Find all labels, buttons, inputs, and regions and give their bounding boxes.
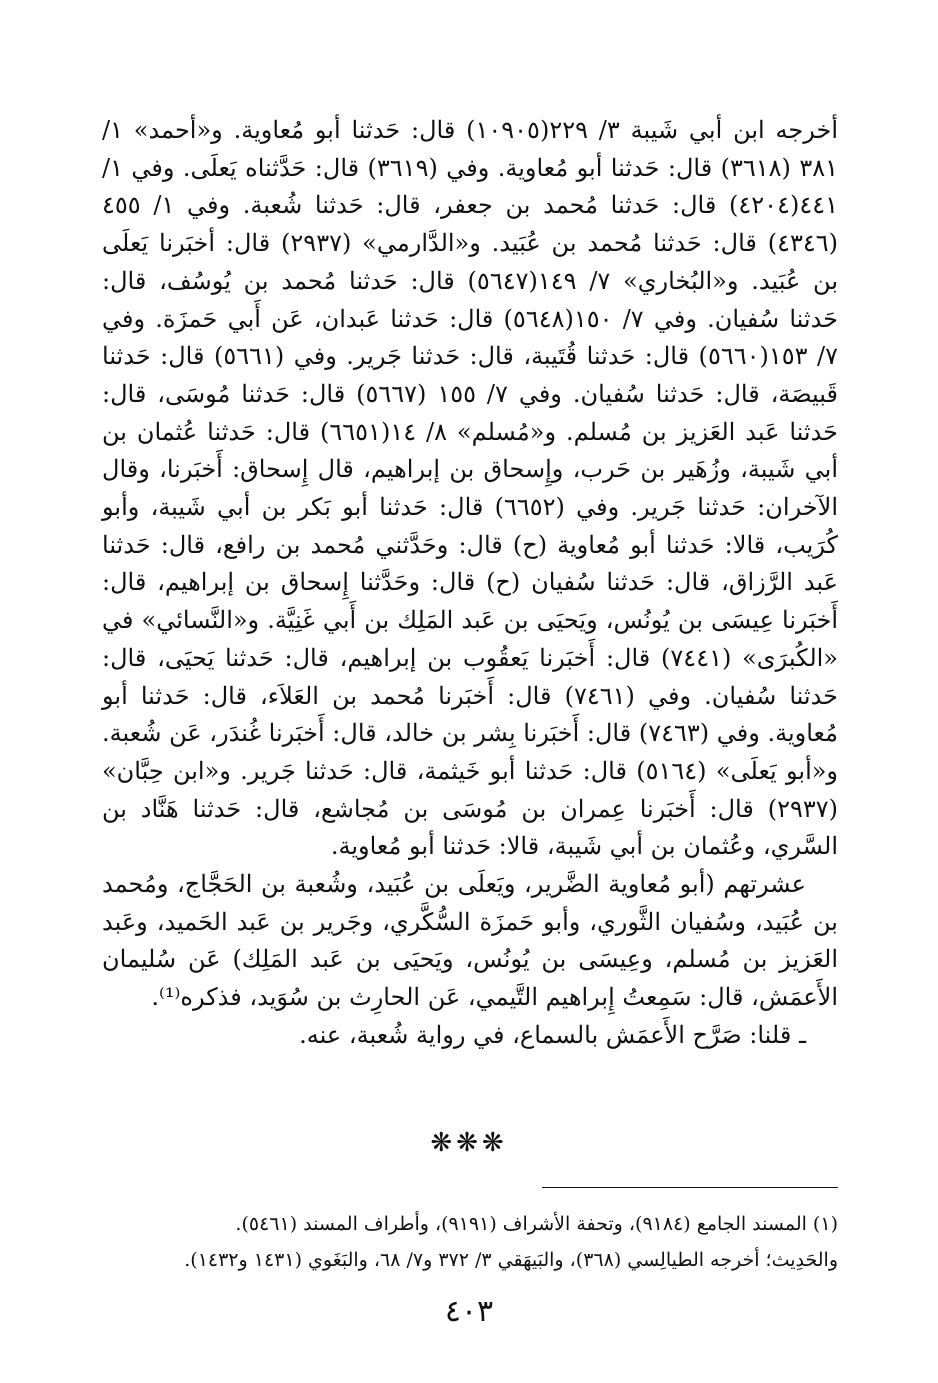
main-text	[102, 112, 838, 1055]
footnote-item: (١) المسند الجامع (٩١٨٤)، وتحفة الأشراف (٩١٩١)، وأطراف المسند (٥٤٦١).	[235, 1213, 838, 1235]
footnote-divider	[542, 1187, 838, 1188]
editor-note-paragraph: ـ قلنا: صَرَّح الأَعمَش بالسماع، في رواية شُعبة، عنه.	[299, 1020, 806, 1049]
footnotes	[102, 1206, 838, 1278]
hadith-takhrij-paragraph: أخرجه ابن أبي شَيبة ٣/ ٢٢٩(١٠٩٠٥) قال: حَدثنا أبو مُعاوية. و«أحمد» ١/ ٣٨١ (٣٦١٨) قال: حَدثنا أبو مُعاوية. وفي (٣٦١٩) قال: حَدَّثناه يَعلَى. وفي ١/ ٤٤١(٤٢٠٤) قال: حَدثنا مُحمد بن جعفر، قال: حَدثنا شُعبة. وفي ١/ ٤٥٥ (٤٣٤٦) قال: حَدثنا مُحمد بن عُبَيد. و«الدَّارمي» (٢٩٣٧) قال: أخبَرنا يَعلَى بن عُبَيد. و«البُخاري» ٧/ ١٤٩(٥٦٤٧) قال: حَدثنا مُحمد بن يُوسُف، قال: حَدثنا سُفيان. وفي ٧/ ١٥٠(٥٦٤٨) قال: حَدثنا عَبدان، عَن أَبي حَمزَة. وفي ٧/ ١٥٣(٥٦٦٠) قال: حَدثنا قُتَيبة، قال: حَدثنا جَرير. وفي (٥٦٦١) قال: حَدثنا قَبيصَة، قال: حَدثنا سُفيان. وفي ٧/ ١٥٥ (٥٦٦٧) قال: حَدثنا مُوسَى، قال: حَدثنا عَبد العَزيز بن مُسلم. و«مُسلم» ٨/ ١٤(٦٦٥١) قال: حَدثنا عُثمان بن أبي شَيبة، وزُهَير بن حَرب، وإِسحاق بن إبراهيم، قال إِسحاق: أَخبَرنا، وقال الآخران: حَدثنا جَرير. وفي (٦٦٥٢) قال: حَدثنا أبو بَكر بن أبي شَيبة، وأبو كُرَيب، قالا: حَدثنا أبو مُعاوية (ح) قال: وحَدَّثني مُحمد بن رافع، قال: حَدثنا عَبد الرَّزاق، قال: حَدثنا سُفيان (ح) قال: وحَدَّثنا إِسحاق بن إبراهيم، قال: أَخبَرنا عِيسَى بن يُونُس، ويَحيَى بن عَبد المَلِك بن أَبي غَنِيَّة. و«النَّسائي» في «الكُبرَى» (٧٤٤١) قال: أَخبَرنا يَعقُوب بن إبراهيم، قال: حَدثنا يَحيَى، قال: حَدثنا سُفيان. وفي (٧٤٦١) قال: أَخبَرنا مُحمد بن العَلاَء، قال: حَدثنا أبو مُعاوية. وفي (٧٤٦٣) قال: أَخبَرنا بِشر بن خالد، قال: أَخبَرنا غُندَر، عَن شُعبة. و«أبو يَعلَى» (٥١٦٤) قال: حَدثنا أبو خَيثمة، قال: حَدثنا جَرير. و«ابن حِبَّان» (٢٩٣٧) قال: أَخبَرنا عِمران بن مُوسَى بن مُجاشع، قال: حَدثنا هَنَّاد بن السَّري، وعُثمان بن أبي شَيبة، قالا: حَدثنا أبو مُعاوية.	[102, 116, 839, 861]
page-number: ٤٠٣	[444, 1294, 494, 1329]
footnote-item: والحَدِيث؛ أخرجه الطيالِسي (٣٦٨)، والبَيهَقي ٣/ ٣٧٢ و٧/ ٦٨، والبَغَوي (١٤٣١ و١٤٣٢).	[184, 1249, 838, 1271]
section-separator: ❋❋❋	[430, 1128, 508, 1158]
narrators-summary-paragraph: عشرتهم (أبو مُعاوية الضَّرير، ويَعلَى بن عُبَيد، وشُعبة بن الحَجَّاج، ومُحمد بن عُبَيد، وسُفيان الثَّوري، وأبو حَمزَة السُّكَّري، وجَرير بن عَبد الحَميد، وعَبد العَزيز بن مُسلم، وعِيسَى بن يُونُس، ويَحيَى بن عَبد المَلِك) عَن سُليمان الأَعمَش، قال: سَمِعتُ إِبراهيم التَّيمي، عَن الحارِث بن سُوَيد، فذكره⁽¹⁾.	[102, 870, 838, 1012]
